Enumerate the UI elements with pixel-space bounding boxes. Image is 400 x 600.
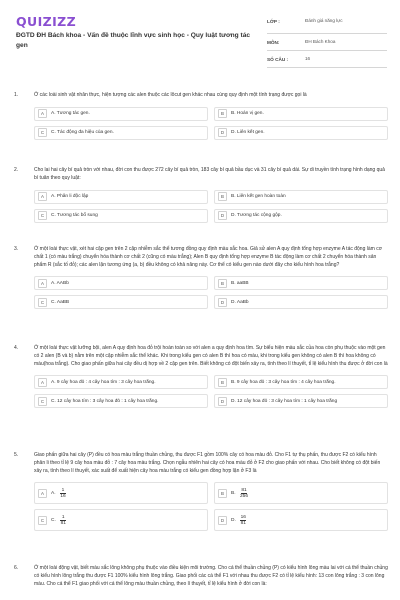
meta-row-class	[267, 10, 387, 34]
option-a[interactable]	[34, 276, 208, 290]
meta-key: LỚP :	[267, 19, 280, 24]
option-c[interactable]	[34, 509, 208, 531]
fraction	[240, 488, 248, 499]
option-text: A. Phân li độc lập	[51, 194, 89, 199]
numerator: 1	[61, 514, 65, 520]
option-text: D. Tương tác cộng gộp.	[231, 213, 282, 218]
option-letter: C	[38, 397, 47, 406]
option-text: B. aaBB	[231, 280, 249, 286]
meta-row-count	[267, 51, 387, 68]
option-letter: B	[218, 489, 227, 498]
question-1	[14, 92, 388, 140]
meta-value: 16	[305, 55, 311, 61]
option-letter: D	[218, 516, 227, 525]
question-number: 6.	[14, 565, 19, 571]
option-d[interactable]	[214, 295, 388, 309]
option-b[interactable]	[214, 190, 388, 204]
fraction	[60, 515, 66, 526]
answer-options	[34, 375, 388, 408]
option-letter: D	[218, 128, 227, 137]
question-text: Ở các loài sinh vật nhân thực, hiện tượng các alen thuộc các lôcut gen khác nhau cùng quy định một tính trạng được gọi là	[34, 92, 307, 98]
denominator: 256	[240, 493, 249, 499]
option-prefix: A.	[51, 490, 56, 496]
option-text: A. 9 cây hoa đỏ : 4 cây hoa tím : 3 cây hoa trắng.	[51, 379, 156, 385]
option-text: C. Tương tác bổ sung	[51, 213, 98, 218]
option-c[interactable]	[34, 209, 208, 223]
question-6	[14, 565, 388, 588]
option-prefix: D.	[231, 517, 236, 523]
option-letter: D	[218, 397, 227, 406]
option-text: B. Hoán vị gen.	[231, 111, 264, 117]
option-b[interactable]	[214, 375, 388, 389]
option-text: A. Tương tác gen.	[51, 111, 90, 117]
meta-row-subject	[267, 34, 387, 51]
fraction	[240, 515, 246, 526]
option-letter: D	[218, 211, 227, 220]
question-number: 1.	[14, 92, 19, 98]
meta-value: Đánh giá năng lực	[305, 18, 343, 24]
question-5	[14, 452, 388, 531]
answer-options	[34, 482, 388, 531]
option-text: A. AABb	[51, 280, 69, 286]
option-letter: B	[218, 109, 227, 118]
meta-table	[267, 10, 387, 68]
option-b[interactable]	[214, 107, 388, 121]
question-number: 3.	[14, 246, 19, 252]
option-letter: A	[38, 378, 47, 387]
option-letter: B	[218, 378, 227, 387]
option-letter: B	[218, 279, 227, 288]
question-2	[14, 167, 388, 223]
numerator: 1	[61, 487, 65, 493]
question-text: Giao phấn giữa hai cây (P) đều có hoa màu trắng thuần chủng, thu được F1 gồm 100% cây có hoa màu đỏ. Cho F1 tự thụ phấn, thu được F2 có kiểu hình phân li theo tỉ lệ 9 cây hoa màu đỏ : 7 cây hoa màu trắng. Chọn ngẫu nhiên hai cây có hoa màu đỏ ở F2 cho giao phấn với nhau. Cho biết không có đột biến xảy ra, tính theo lí thuyết, xác suất để xuất hiện cây hoa màu trắng có kiểu gen đồng hợp lặn ở F3 là	[34, 452, 381, 474]
question-text: Ở một loài động vật, biết màu sắc lông không phụ thuộc vào điều kiện môi trường. Cho cá thể thuần chủng (P) có kiểu hình lông màu lai với cá thể thuần chủng có kiểu hình lông trắng thu được F1 100% kiểu hình lông trắng. Giao phối các cá thể F1 với nhau thu được F2 có tỉ lệ kiểu hình: 13 con lông trắng : 3 con lông màu. Cho cá thể F1 giao phối với cá thể lông màu thuần chủng, theo lí thuyết, tỉ lệ kiểu hình ở đời con là:	[34, 565, 388, 587]
meta-value: ĐH Bách Khoa	[305, 38, 336, 44]
meta-key: SỐ CÂU :	[267, 56, 289, 62]
option-b[interactable]	[214, 482, 388, 504]
option-text: B. Liên kết gen hoàn toàn	[231, 194, 286, 199]
option-letter: A	[38, 279, 47, 288]
option-c[interactable]	[34, 394, 208, 408]
numerator: 81	[241, 487, 247, 493]
option-d[interactable]	[214, 126, 388, 140]
option-d[interactable]	[214, 394, 388, 408]
worksheet-title: ĐGTD ĐH Bách khoa - Vấn đề thuộc lĩnh vực sinh học - Quy luật tương tác gen	[16, 32, 251, 49]
option-letter: A	[38, 489, 47, 498]
option-text: D. 12 cây hoa đỏ : 3 cây hoa tím : 1 cây hoa trắng	[231, 398, 338, 404]
question-3	[14, 246, 388, 309]
option-prefix: B.	[231, 490, 236, 496]
option-c[interactable]	[34, 295, 208, 309]
option-text: B. 9 cây hoa đỏ : 3 cây hoa tím : 4 cây hoa trắng.	[231, 379, 336, 385]
question-text: Ở một loài thực vật lưỡng bội, alen A quy định hoa đỏ trội hoàn toàn so với alen a quy định hoa tím. Sự biểu hiện màu sắc của hoa còn phụ thuộc vào một gen có 2 alen (B và b) nằm trên một cặp nhiễm sắc thể khác. Khi trong kiểu gen có alen B thì hoa có màu, khi trong kiểu gen không có alen B thì hoa không có màu(hoa trắng). Cho giao phấn giữa hai cây đều dị hợp về 2 cặp gen trên. Biết không có đột biến xảy ra, tính theo lí thuyết, tỉ lệ kiểu hình thu được ở đời con là	[34, 345, 388, 367]
question-4	[14, 345, 388, 408]
denominator: 81	[60, 520, 66, 526]
option-c[interactable]	[34, 126, 208, 140]
option-prefix: C.	[51, 517, 56, 523]
answer-options	[34, 276, 388, 309]
question-number: 5.	[14, 452, 19, 458]
answer-options	[34, 107, 388, 140]
worksheet-header	[0, 0, 400, 72]
option-letter: C	[38, 516, 47, 525]
numerator: 16	[240, 514, 246, 520]
answer-options	[34, 190, 388, 223]
option-letter: A	[38, 192, 47, 201]
option-a[interactable]	[34, 375, 208, 389]
quizizz-logo: QUIZIZZ	[16, 14, 77, 29]
denominator: 16	[60, 493, 66, 499]
question-number: 4.	[14, 345, 19, 351]
question-text: Ở một loài thực vật, xét hai cặp gen trên 2 cặp nhiễm sắc thể tương đồng quy định màu sắc hoa. Giả sử alen A quy định tổng hợp enzyme A tác động làm cơ chất 1 (có màu trắng) chuyển hóa thành cơ chất 2 (cũng có màu trắng); Alen B quy định tổng hợp enzyme B tác động làm cơ chất 2 chuyển hóa thành sản phẩm R (sắc tố đỏ); các alen lặn tương ứng (a, b) đều không có khả năng này. Cơ thể có kiểu gen nào dưới đây cho kiểu hình hoa trắng?	[34, 246, 382, 268]
option-b[interactable]	[214, 276, 388, 290]
option-text: C. Tác động đa hiệu của gen.	[51, 130, 114, 136]
option-text: C. AaBB	[51, 299, 70, 305]
option-letter: A	[38, 109, 47, 118]
option-a[interactable]	[34, 482, 208, 504]
option-letter: B	[218, 192, 227, 201]
question-text: Cho lai hai cây bí quả tròn với nhau, đời con thu được 272 cây bí quả tròn, 183 cây bí quả bầu dục và 31 cây bí quả dài. Sự di truyền tính trạng hình dạng quả bí tuân theo quy luật:	[34, 167, 385, 181]
option-letter: D	[218, 298, 227, 307]
option-text: D. Liên kết gen.	[231, 130, 265, 136]
option-a[interactable]	[34, 107, 208, 121]
question-number: 2.	[14, 167, 19, 173]
option-letter: C	[38, 298, 47, 307]
option-letter: C	[38, 211, 47, 220]
denominator: 81	[240, 520, 246, 526]
option-a[interactable]	[34, 190, 208, 204]
meta-key: MÔN:	[267, 39, 280, 45]
option-d[interactable]	[214, 209, 388, 223]
fraction	[60, 488, 66, 499]
option-letter: C	[38, 128, 47, 137]
option-d[interactable]	[214, 509, 388, 531]
option-text: C. 12 cây hoa tím : 3 cây hoa đỏ : 1 cây hoa trắng.	[51, 398, 159, 404]
option-text: D. AaBb	[231, 299, 249, 305]
